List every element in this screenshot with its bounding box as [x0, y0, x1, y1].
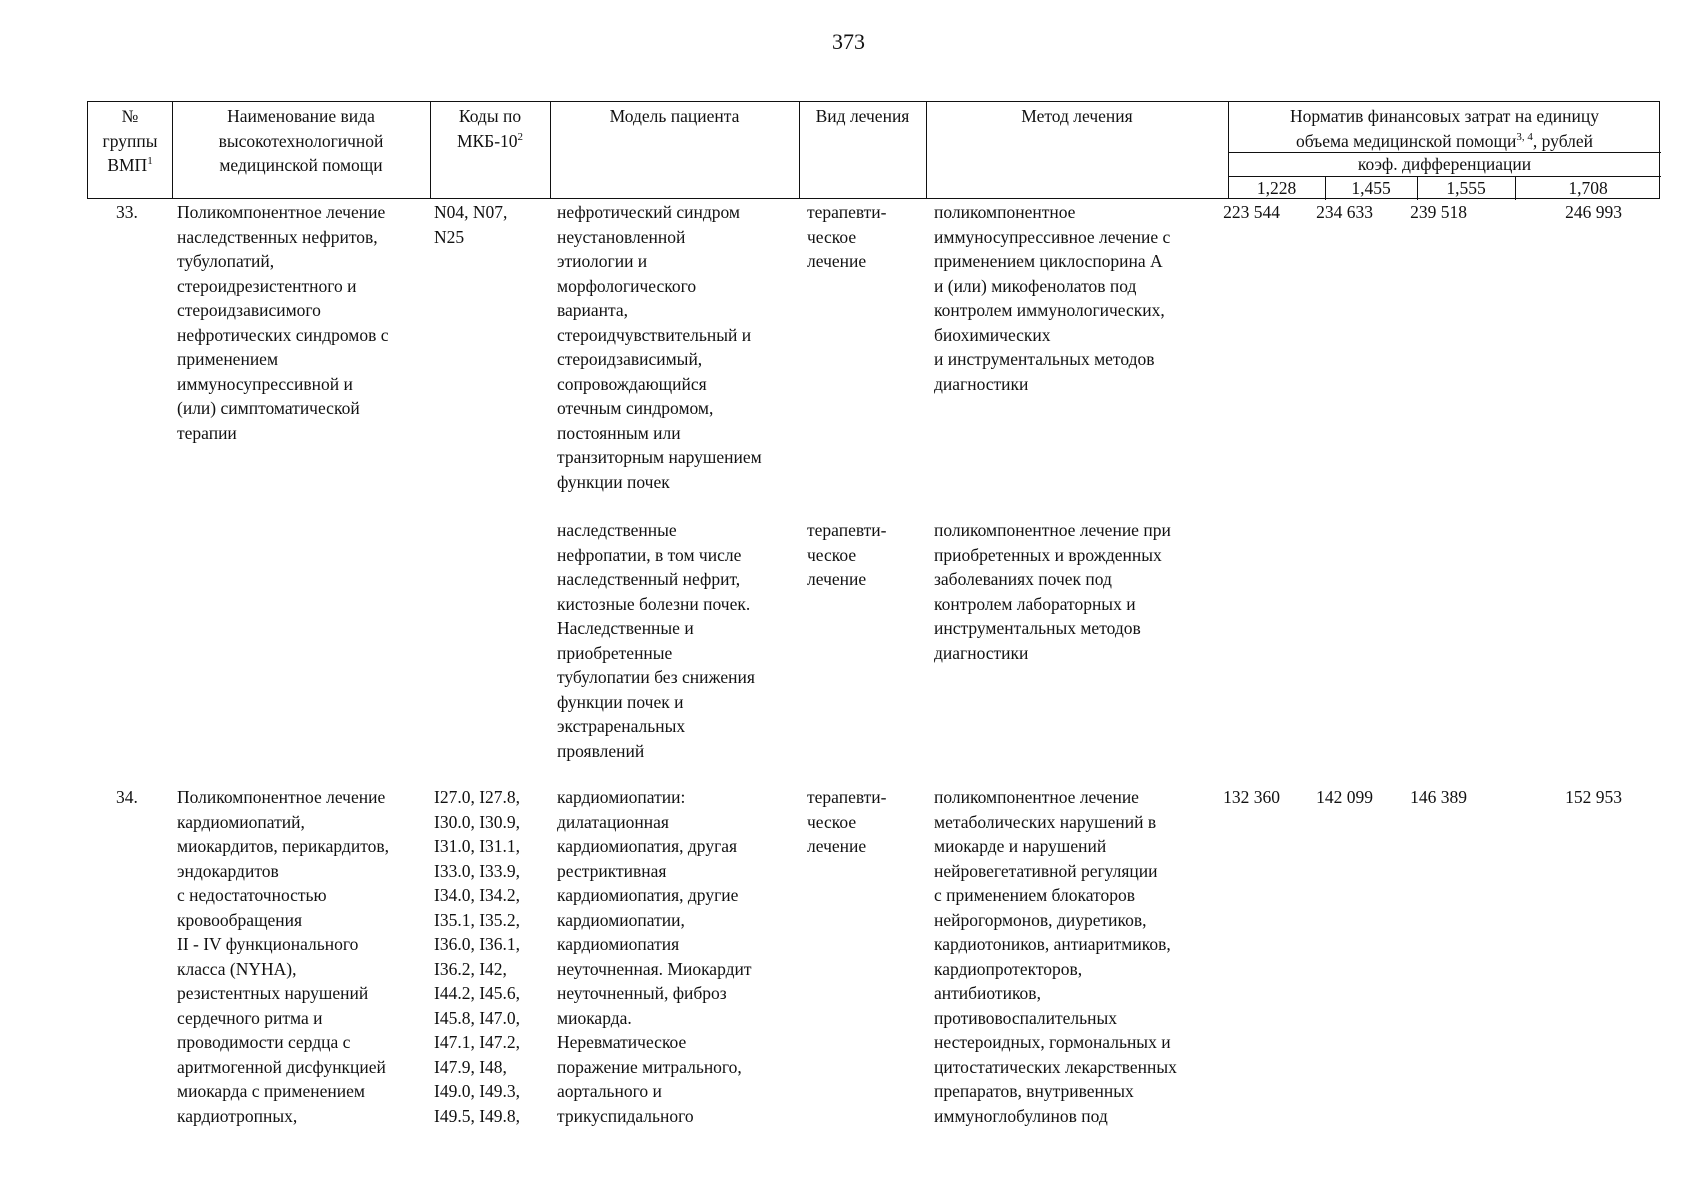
- row-price: 142 099: [1316, 787, 1373, 807]
- coef-value: 1,455: [1351, 178, 1391, 198]
- row-treatment-type: терапевти- ческое лечение: [807, 202, 887, 271]
- row-price: 132 360: [1223, 787, 1280, 807]
- header-treatment-type: Вид лечения: [815, 106, 910, 126]
- row-price: 234 633: [1316, 202, 1373, 222]
- row-method: поликомпонентное лечение метаболических нарушений в миокарде и нарушений нейровегетативной регуляции с применением блокаторов нейрогормонов, диуретиков, кардиотоников, антиаритмиков, кардиопротекторов, антибиотиков, противовоспалительных нестероидных, гормональных и цитостатических лекарственных препаратов, внутривенных иммуноглобулинов под: [934, 787, 1177, 1126]
- row-model: нефротический синдром неустановленной этиологии и морфологического варианта, стероидчувствительный и стероидзависимый, сопровождающийся отечным синдромом, постоянным или транзиторным нарушением функции почек: [557, 202, 762, 492]
- row-codes: I27.0, I27.8, I30.0, I30.9, I31.0, I31.1, I33.0, I33.9, I34.0, I34.2, I35.1, I35.2, I36.0, I36.1, I36.2, I42, I44.2, I45.6, I45.8, I47.0, I47.1, I47.2, I47.9, I48, I49.0, I49.3, I49.5, I49.8,: [434, 787, 521, 1126]
- page-number: 373: [832, 29, 865, 54]
- row-name: Поликомпонентное лечение кардиомиопатий, миокардитов, перикардитов, эндокардитов с недостаточностью кровообращения II - IV функционального класса (NYHA), резистентных нарушений сердечного ритма и проводимости сердца с аритмогенной дисфункцией миокарда с применением кардиотропных,: [177, 787, 390, 1126]
- coef-value: 1,708: [1568, 178, 1608, 198]
- header-normative: Норматив финансовых затрат на единицу объема медицинской помощи$^{3, 4}$, рублей: [1290, 106, 1599, 151]
- row-treatment-type: терапевти- ческое лечение: [807, 787, 887, 856]
- row-price: 146 389: [1410, 787, 1467, 807]
- row-price: 246 993: [1565, 202, 1622, 222]
- row-model: кардиомиопатии: дилатационная кардиомиопатия, другая рестриктивная кардиомиопатия, другие кардиомиопатии, кардиомиопатия неуточненная. Миокардит неуточненный, фиброз миокарда. Неревматическое поражение митрального, аортального и трикуспидального: [557, 787, 752, 1126]
- row-group-number: 34.: [116, 787, 138, 807]
- coef-value: 1,555: [1446, 178, 1486, 198]
- table-header: [87, 101, 1660, 199]
- row-name: Поликомпонентное лечение наследственных нефритов, тубулопатий, стероидрезистентного и стероидзависимого нефротических синдромов с применением иммуносупрессивной и (или) симптоматической терапии: [177, 202, 389, 443]
- header-name: Наименование вида высокотехнологичной медицинской помощи: [218, 106, 384, 175]
- header-codes: Коды по МКБ-$10^2$: [456, 106, 524, 151]
- row-group-number: 33.: [116, 202, 138, 222]
- header-method: Метод лечения: [1021, 106, 1133, 126]
- row-price: 152 953: [1565, 787, 1622, 807]
- header-group-no: № группы ВМП$^1$: [102, 106, 158, 175]
- row-model: наследственные нефропатии, в том числе наследственный нефрит, кистозные болезни почек. Наследственные и приобретенные тубулопатии без снижения функции почек и экстраренальных проявлений: [557, 520, 755, 761]
- row-method: поликомпонентное лечение при приобретенных и врожденных заболеваниях почек под контролем лабораторных и инструментальных методов диагностики: [934, 520, 1171, 663]
- row-codes: N04, N07, N25: [434, 202, 508, 247]
- coef-value: 1,228: [1256, 178, 1297, 198]
- header-coef: коэф. дифференциации: [1357, 154, 1532, 174]
- row-treatment-type: терапевти- ческое лечение: [807, 520, 887, 589]
- row-method: поликомпонентное иммуносупрессивное лечение с применением циклоспорина А и (или) микофенолатов под контролем иммунологических, биохимических и инструментальных методов диагностики: [934, 202, 1171, 394]
- row-price: 239 518: [1410, 202, 1467, 222]
- header-model: Модель пациента: [609, 106, 740, 126]
- row-price: 223 544: [1223, 202, 1280, 222]
